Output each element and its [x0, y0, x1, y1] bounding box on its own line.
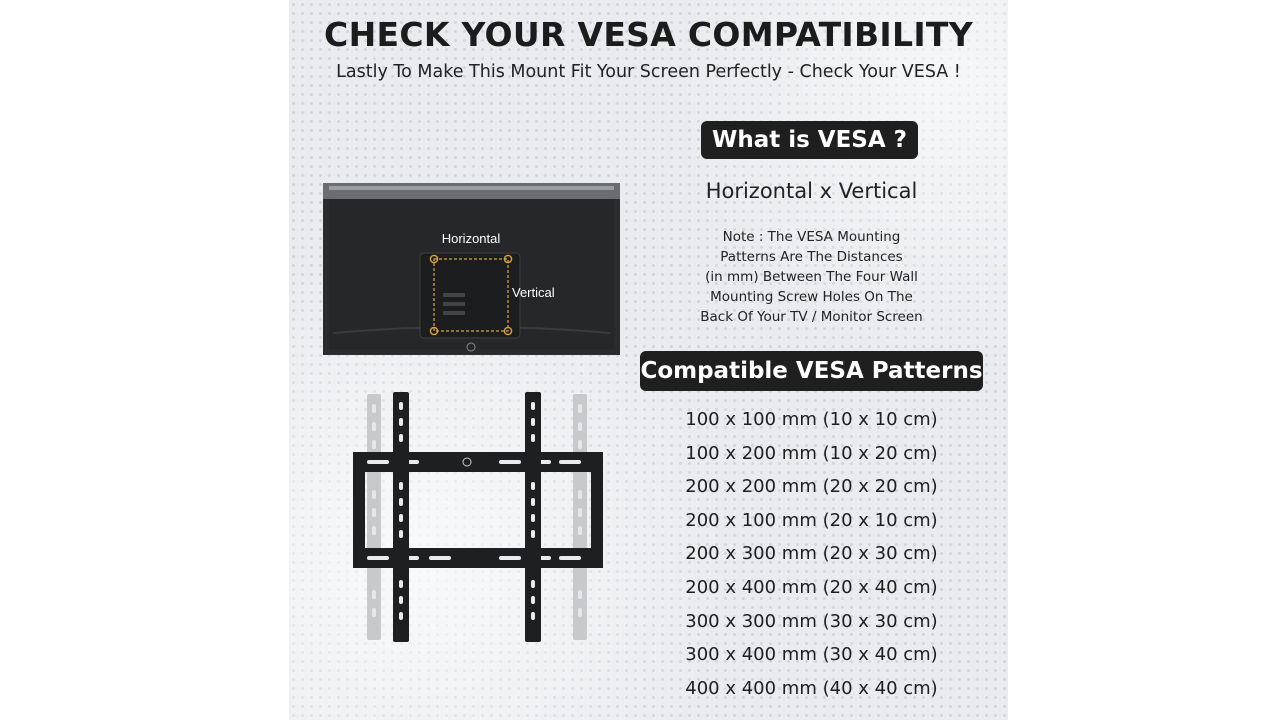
note-line: Mounting Screw Holes On The — [710, 289, 913, 305]
page-title: CHECK YOUR VESA COMPATIBILITY — [324, 15, 973, 54]
note-line: Note : The VESA Mounting — [722, 229, 901, 245]
vesa-pattern-item: 300 x 300 mm (30 x 30 cm) — [685, 610, 938, 632]
vesa-pattern-list — [659, 403, 964, 705]
page-subtitle: Lastly To Make This Mount Fit Your Screen Perfectly - Check Your VESA ! — [336, 62, 961, 82]
vesa-pattern-item: 200 x 100 mm (20 x 10 cm) — [685, 509, 938, 531]
vesa-pattern-item: 200 x 400 mm (20 x 40 cm) — [685, 576, 938, 598]
horizontal-label: Horizontal — [441, 231, 501, 246]
compatible-patterns-heading: Compatible VESA Patterns — [640, 351, 983, 391]
what-is-vesa-heading: What is VESA ? — [701, 121, 918, 159]
tv-back-diagram — [323, 183, 620, 355]
note-line: Back Of Your TV / Monitor Screen — [700, 309, 923, 325]
wall-mount-bracket-illustration — [349, 390, 609, 645]
vesa-infographic — [289, 0, 1008, 720]
vesa-pattern-item: 100 x 100 mm (10 x 10 cm) — [685, 409, 938, 430]
note-line: (in mm) Between The Four Wall — [705, 269, 918, 285]
vesa-formula: Horizontal x Vertical — [705, 179, 918, 203]
vesa-pattern-item: 200 x 200 mm (20 x 20 cm) — [685, 476, 938, 498]
vertical-label: Vertical — [512, 285, 555, 300]
vesa-pattern-item: 100 x 200 mm (10 x 20 cm) — [685, 442, 938, 464]
vesa-pattern-item: 200 x 300 mm (20 x 30 cm) — [685, 543, 938, 565]
vesa-pattern-item: 300 x 400 mm (30 x 40 cm) — [685, 644, 938, 666]
vesa-pattern-item: 400 x 400 mm (40 x 40 cm) — [685, 677, 938, 699]
note-line: Patterns Are The Distances — [720, 249, 903, 265]
vesa-note — [659, 227, 964, 327]
